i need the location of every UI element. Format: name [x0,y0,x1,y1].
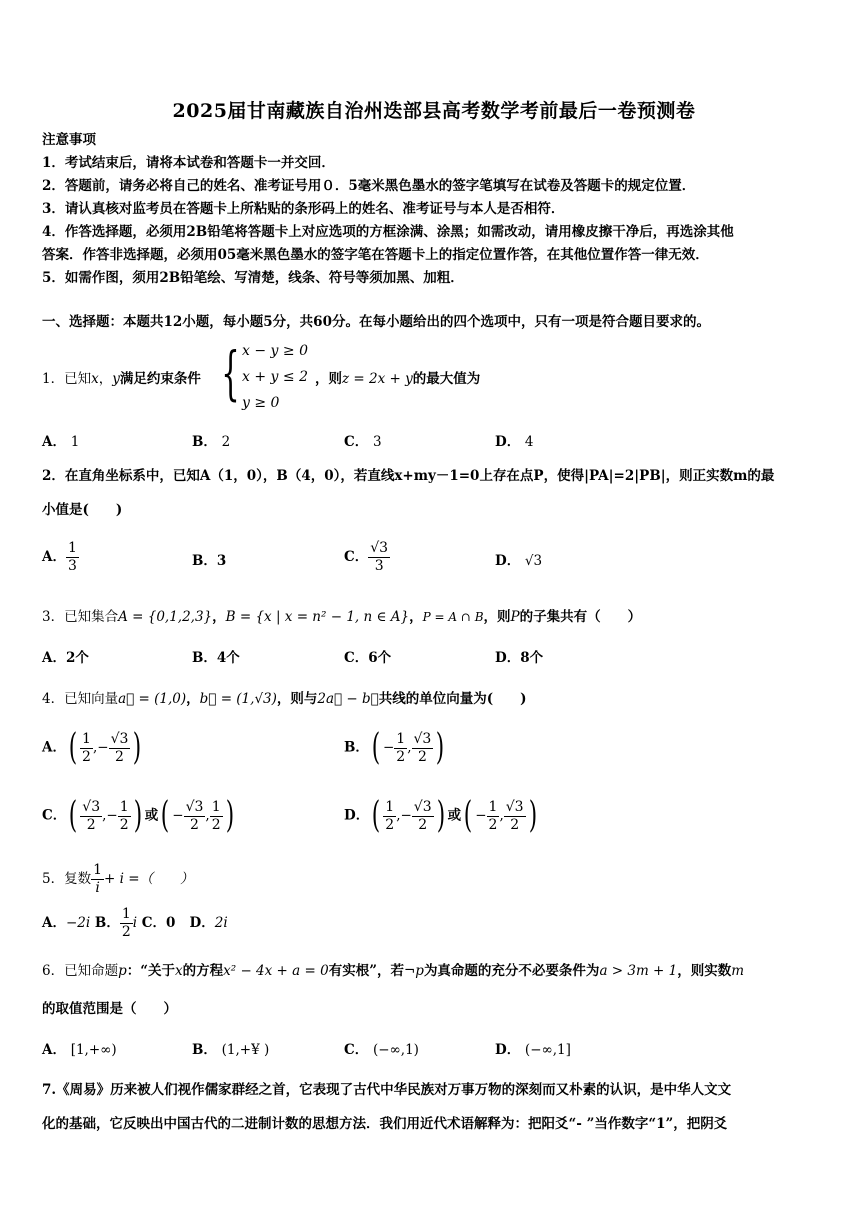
q6-option-c[interactable]: C． (−∞,1) [344,1042,419,1058]
question-5: 5．复数 $\frac{1}{i}$ + i =（ ） [42,862,194,896]
note-item: 5．如需作图，须用2B铅笔绘、写清楚，线条、符号等须加黑、加粗． [42,270,464,286]
q6-option-b[interactable]: B． (1,+¥ ) [192,1042,270,1058]
question-2-line1: 2．在直角坐标系中，已知A（1，0），B（4，0），若直线x+my－1=0上存在点P，使得|PA|=2|PB|，则正实数m的最 [42,468,775,484]
page-title: 2025届甘南藏族自治州迭部县高考数学考前最后一卷预测卷 [172,100,696,122]
q1-option-d[interactable]: D． 4 [495,434,534,450]
constraint-brace: { [221,339,240,407]
q1-option-b[interactable]: B． 2 [192,434,231,450]
constraint-1: x − y ≥ 0 [242,343,308,359]
q6-option-a[interactable]: A． [1,+∞) [42,1042,117,1058]
q2-option-c[interactable]: C． $\frac{√3}{3}$ [344,540,389,574]
note-item: 2．答题前，请务必将自己的姓名、准考证号用０．5毫米黑色墨水的签字笔填写在试卷及答题卡的规定位置． [42,178,696,194]
q6-option-d[interactable]: D． (−∞,1] [495,1042,571,1058]
q3-option-c[interactable]: C．6个 [344,650,392,666]
q1-option-c[interactable]: C． 3 [344,434,382,450]
question-3: 3．已知集合A = {0,1,2,3}，B = {x | x = n² − 1, n ∈ A}，P = A ∩ B，则P的子集共有（ ） [42,609,642,625]
q2-option-d[interactable]: D． √3 [495,553,543,569]
q1-option-a[interactable]: A． 1 [42,434,80,450]
question-1: 1．已知x，y满足约束条件 [42,371,201,387]
note-item: 4．作答选择题，必须用2B铅笔将答题卡上对应选项的方框涂满、涂黑；如需改动，请用橡皮擦干净后，再选涂其他 [42,224,734,240]
question-4: 4．已知向量a⃗ = (1,0)，b⃗ = (1,√3)，则与2a⃗ − b⃗共线的单位向量为( ) [42,691,527,707]
constraint-2: x + y ≤ 2 [242,369,308,385]
q4-option-d[interactable]: D．( $\frac{1}{2}$ ,− $\frac{√3}{2}$ ) 或( − $\frac{1}{2}$ , $\frac{√3}{2}$ ) [344,795,537,836]
note-item: 答案．作答非选择题，必须用05毫米黑色墨水的签字笔在答题卡上的指定位置作答，在其他位置作答一律无效． [42,247,709,263]
note-item: 3．请认真核对监考员在答题卡上所粘贴的条形码上的姓名、准考证号与本人是否相符． [42,201,565,217]
q3-option-a[interactable]: A．2个 [42,650,89,666]
notes-heading: 注意事项 [42,132,96,148]
q4-option-a[interactable]: A．( $\frac{1}{2}$ ,− $\frac{√3}{2}$ ) [42,727,142,768]
q4-option-b[interactable]: B．( − $\frac{1}{2}$ , $\frac{√3}{2}$ ) [344,727,445,768]
question-1-objective: ，则z = 2x + y的最大值为 [315,371,481,387]
question-2-line2: 小值是( ) [42,502,123,518]
question-7-line1: 7.《周易》历来被人们视作儒家群经之首，它表现了古代中华民族对万事万物的深刻而又朴素的认识，是中华人文文 [42,1082,732,1098]
question-7-line2: 化的基础，它反映出中国古代的二进制计数的思想方法．我们用近代术语解释为：把阳爻“- ”当作数字“1”，把阴爻 [42,1116,728,1132]
q5-options[interactable]: A．−2i B． $\frac{1}{2}$ i C．0 D．2i [42,906,228,940]
q3-option-d[interactable]: D．8个 [495,650,544,666]
q2-option-a[interactable]: A． $\frac{1}{3}$ [42,540,77,574]
q4-option-c[interactable]: C．( $\frac{√3}{2}$ ,− $\frac{1}{2}$ ) 或( − $\frac{√3}{2}$ , $\frac{1}{2}$ ) [42,795,234,836]
q2-option-b[interactable]: B．3 [192,553,227,569]
note-item: 1．考试结束后，请将本试卷和答题卡一并交回． [42,155,335,171]
section-heading: 一、选择题：本题共12小题，每小题5分，共60分。在每小题给出的四个选项中，只有一项是符合题目要求的。 [42,314,710,330]
question-6-line1: 6．已知命题p：“关于x的方程x² − 4x + a = 0有实根”，若¬p为真命题的充分不必要条件为a > 3m + 1，则实数m [42,963,745,979]
q3-option-b[interactable]: B．4个 [192,650,240,666]
constraint-3: y ≥ 0 [242,395,280,411]
question-6-line2: 的取值范围是（ ） [42,1001,177,1017]
